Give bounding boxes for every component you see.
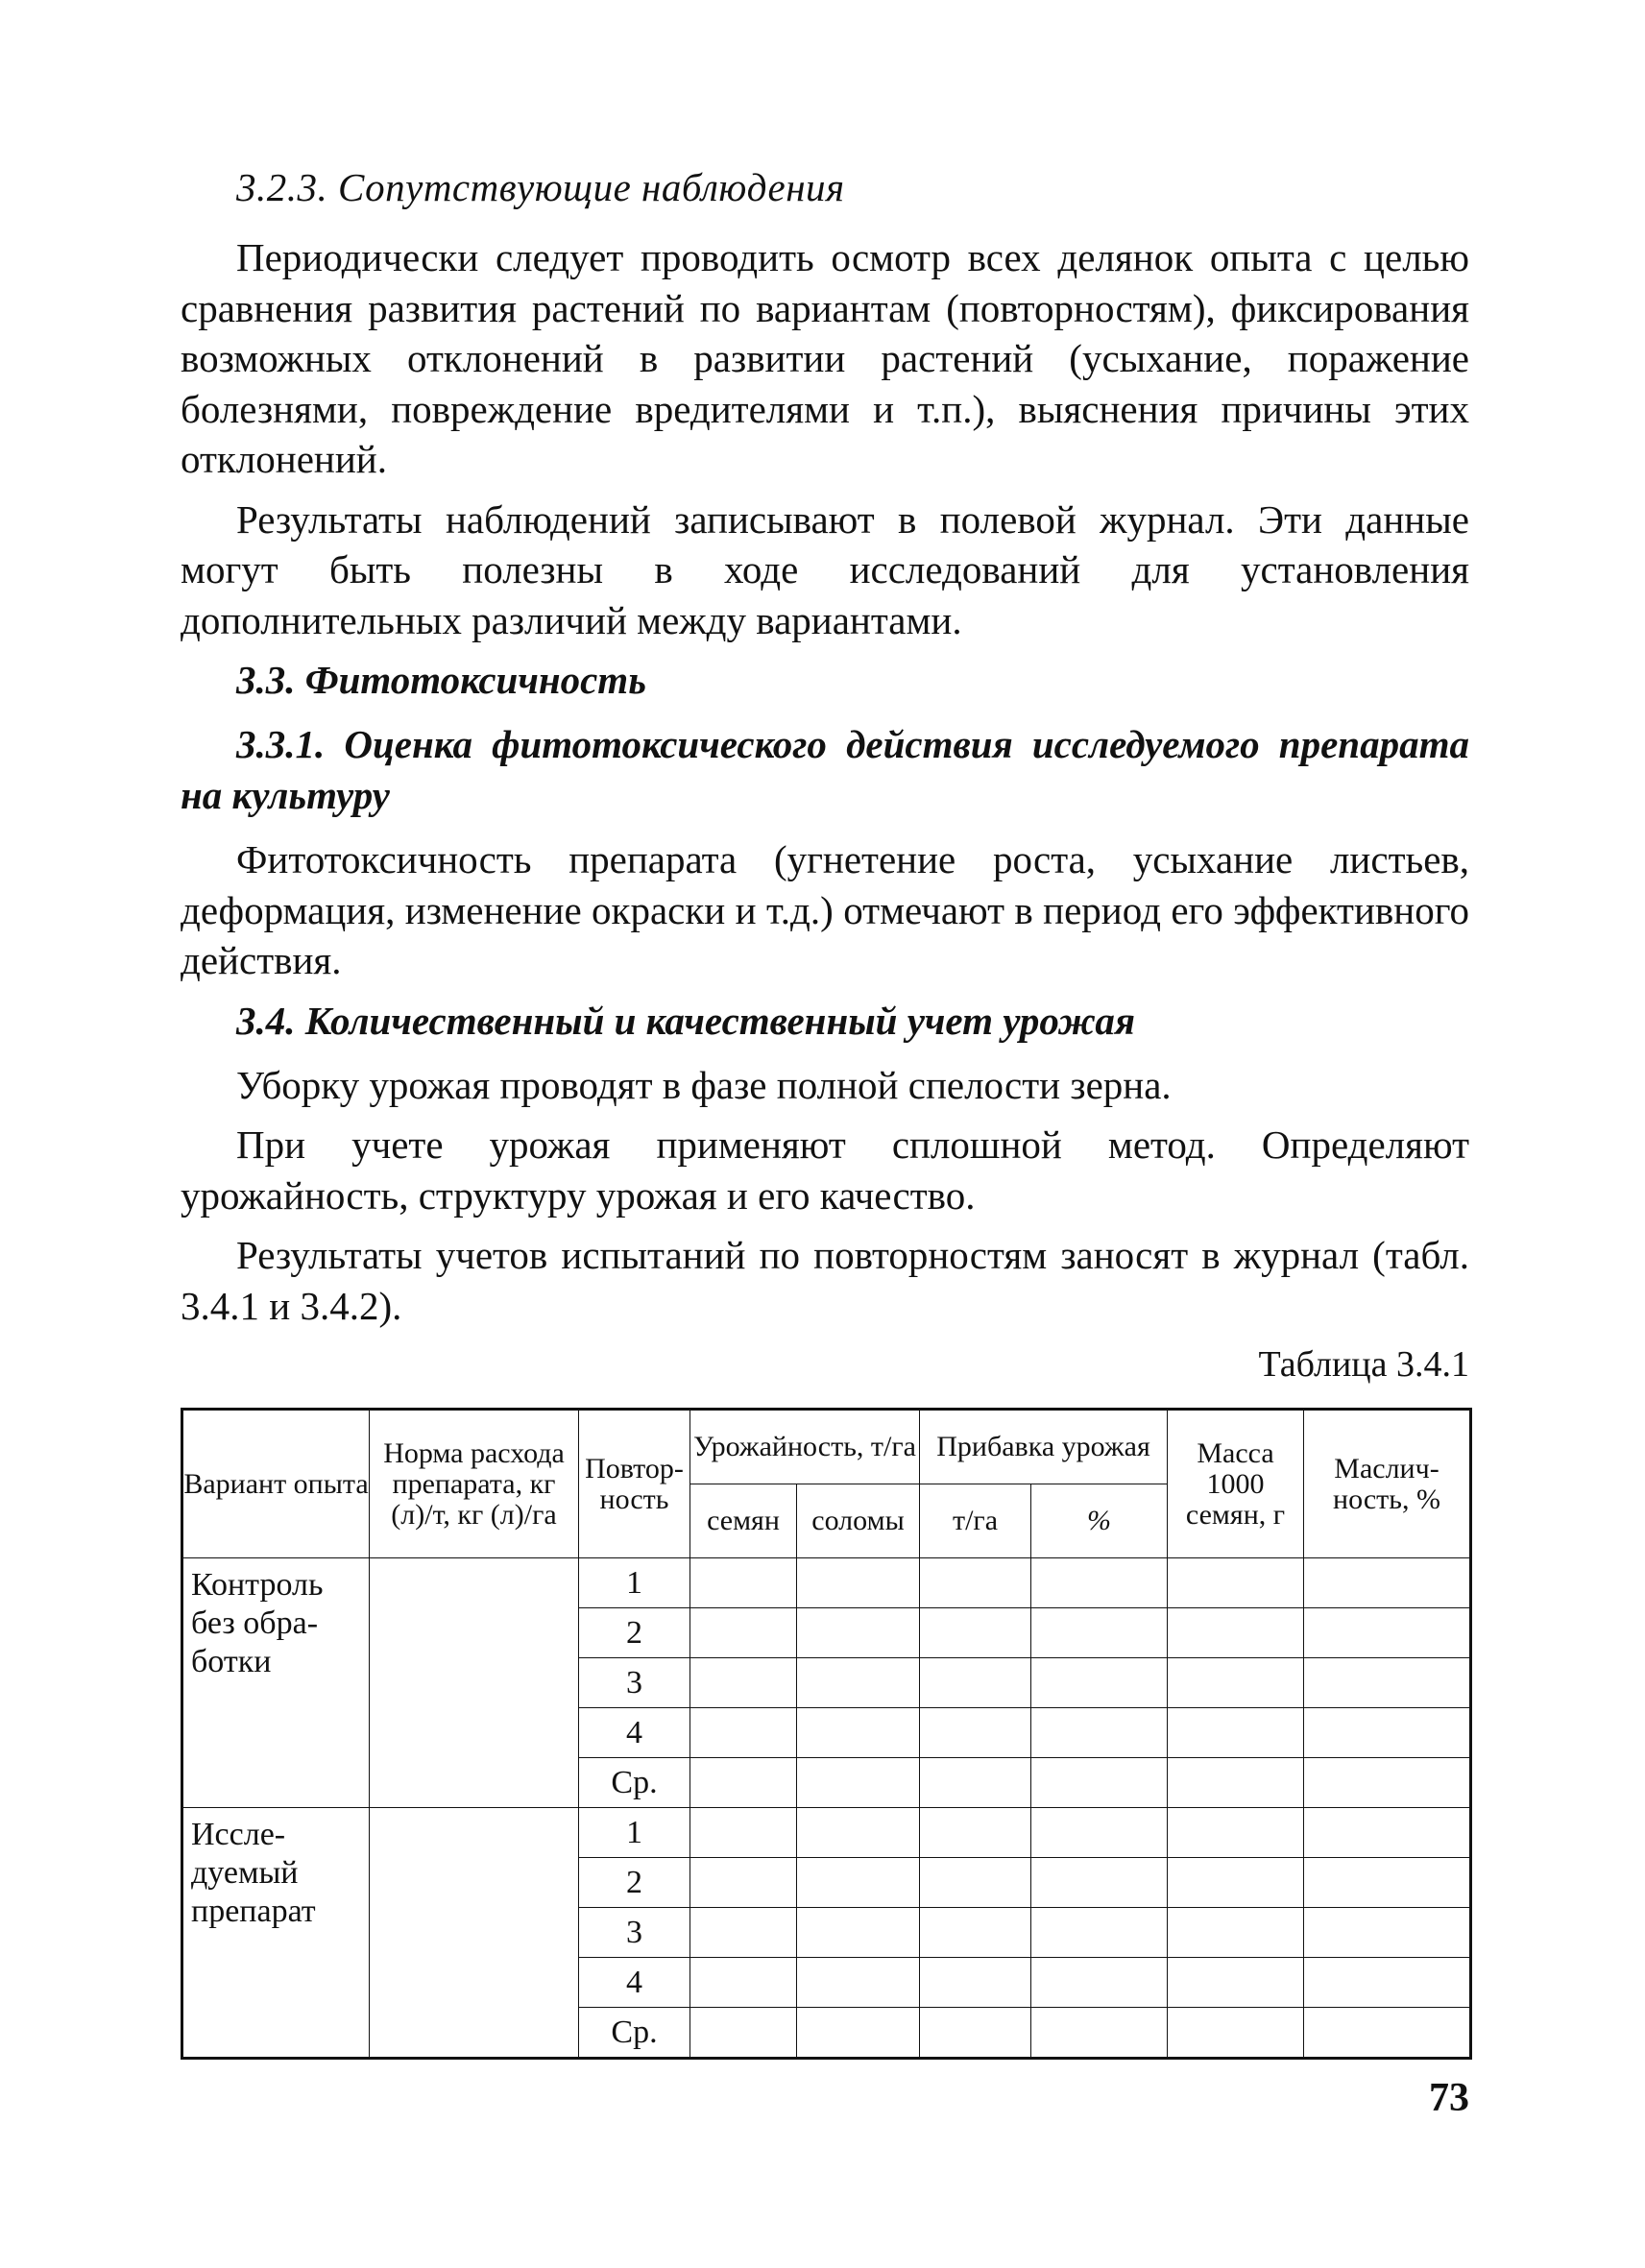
header-mass: Масса 1000 семян, г [1168,1410,1304,1558]
repetition-cell: 1 [579,1808,690,1858]
repetition-cell: Ср. [579,2008,690,2059]
page-number: 73 [1429,2076,1469,2120]
header-yield-seeds: семян [690,1484,797,1558]
section-3-2-3-heading: 3.2.3. Сопутствующие наблюдения [236,165,845,209]
header-variant: Вариант опыта [182,1410,370,1558]
empty-cell [797,1908,920,1958]
section-3-2-3-paragraph-2: Результаты наблюдений записывают в полевой журнал. Эти данные могут быть полезны в ходе исследований для установления дополнительных различий между вариантами. [181,496,1469,642]
empty-cell [1168,1658,1304,1708]
empty-cell [1168,1808,1304,1858]
empty-cell [920,1658,1031,1708]
section-3-3-1-heading: 3.3.1. Оценка фитотоксического действия исследуемого препарата на культуру [181,722,1469,817]
empty-cell [690,1608,797,1658]
empty-cell [1168,1608,1304,1658]
empty-cell [690,1908,797,1958]
empty-cell [1304,1708,1471,1758]
empty-cell [797,1808,920,1858]
empty-cell [690,1708,797,1758]
empty-cell [1168,1908,1304,1958]
empty-cell [797,1558,920,1608]
empty-cell [920,1558,1031,1608]
empty-cell [1304,2008,1471,2059]
empty-cell [690,1808,797,1858]
empty-cell [1168,1558,1304,1608]
empty-cell [1304,1558,1471,1608]
section-3-4-paragraph-1: Уборку урожая проводят в фазе полной спелости зерна. [236,1062,1172,1107]
section-3-4-paragraph-3: Результаты учетов испытаний по повторностям заносят в журнал (табл. 3.4.1 и 3.4.2). [181,1233,1469,1328]
header-oil: Масличность, % [1304,1410,1471,1558]
empty-cell [1168,1858,1304,1908]
rate-cell [370,1808,579,2059]
repetition-cell: 4 [579,1958,690,2008]
header-repetition: Повторность [579,1410,690,1558]
empty-cell [920,1908,1031,1958]
empty-cell [690,1558,797,1608]
empty-cell [1031,1908,1168,1958]
empty-cell [797,1708,920,1758]
empty-cell [920,1608,1031,1658]
repetition-cell: 3 [579,1908,690,1958]
empty-cell [690,1858,797,1908]
empty-cell [690,1958,797,2008]
section-3-4-heading: 3.4. Количественный и качественный учет урожая [236,998,1135,1043]
repetition-cell: Ср. [579,1758,690,1808]
repetition-cell: 2 [579,1608,690,1658]
empty-cell [1304,1958,1471,2008]
rate-cell [370,1558,579,1808]
empty-cell [920,1808,1031,1858]
empty-cell [920,1858,1031,1908]
header-yield: Урожайность, т/га [690,1410,920,1484]
header-increase-tha: т/га [920,1484,1031,1558]
empty-cell [797,1758,920,1808]
variant-cell: Контроль без обработки [182,1558,370,1808]
empty-cell [690,1758,797,1808]
empty-cell [1304,1608,1471,1658]
empty-cell [1031,1808,1168,1858]
page-content [181,161,1469,2060]
empty-cell [690,2008,797,2059]
empty-cell [797,1858,920,1908]
empty-cell [797,1958,920,2008]
empty-cell [1168,1758,1304,1808]
section-3-2-3-paragraph-1: Периодически следует проводить осмотр всех делянок опыта с целью сравнения развития растений по вариантам (повторностям), фиксирования возможных отклонений в развитии растений (усыхание, поражение болезнями, повреждение вредителями и т.п.), выяснения причины этих отклонений. [181,235,1469,481]
empty-cell [1304,1908,1471,1958]
empty-cell [1304,1658,1471,1708]
empty-cell [1304,1858,1471,1908]
results-table [181,1408,1472,2060]
empty-cell [1031,1658,1168,1708]
section-3-4-paragraph-2: При учете урожая применяют сплошной метод. Определяют урожайность, структуру урожая и его качество. [181,1122,1469,1218]
repetition-cell: 4 [579,1708,690,1758]
empty-cell [797,1658,920,1708]
variant-cell: Исследуемый препарат [182,1808,370,2059]
empty-cell [1168,1958,1304,2008]
empty-cell [920,2008,1031,2059]
repetition-cell: 2 [579,1858,690,1908]
table-row [182,1558,1471,1608]
empty-cell [1304,1808,1471,1858]
empty-cell [1031,1958,1168,2008]
empty-cell [920,1708,1031,1758]
empty-cell [1031,1608,1168,1658]
empty-cell [920,1758,1031,1808]
table-row [182,1808,1471,1858]
header-yield-straw: соломы [797,1484,920,1558]
empty-cell [920,1958,1031,2008]
section-3-3-1-paragraph-1: Фитотоксичность препарата (угнетение роста, усыхание листьев, деформация, изменение окраски и т.д.) отмечают в период его эффективного действия. [181,837,1469,982]
empty-cell [797,2008,920,2059]
empty-cell [1031,1758,1168,1808]
header-rate: Норма расхода препарата, кг (л)/т, кг (л)/га [370,1410,579,1558]
empty-cell [1031,1708,1168,1758]
empty-cell [797,1608,920,1658]
repetition-cell: 3 [579,1658,690,1708]
empty-cell [1031,2008,1168,2059]
header-increase: Прибавка урожая [920,1410,1168,1484]
repetition-cell: 1 [579,1558,690,1608]
table-caption: Таблица 3.4.1 [1258,1344,1469,1385]
empty-cell [1304,1758,1471,1808]
section-3-3-heading: 3.3. Фитотоксичность [236,658,646,702]
empty-cell [1031,1558,1168,1608]
empty-cell [1168,1708,1304,1758]
empty-cell [690,1658,797,1708]
empty-cell [1031,1858,1168,1908]
header-increase-pct: % [1031,1484,1168,1558]
empty-cell [1168,2008,1304,2059]
